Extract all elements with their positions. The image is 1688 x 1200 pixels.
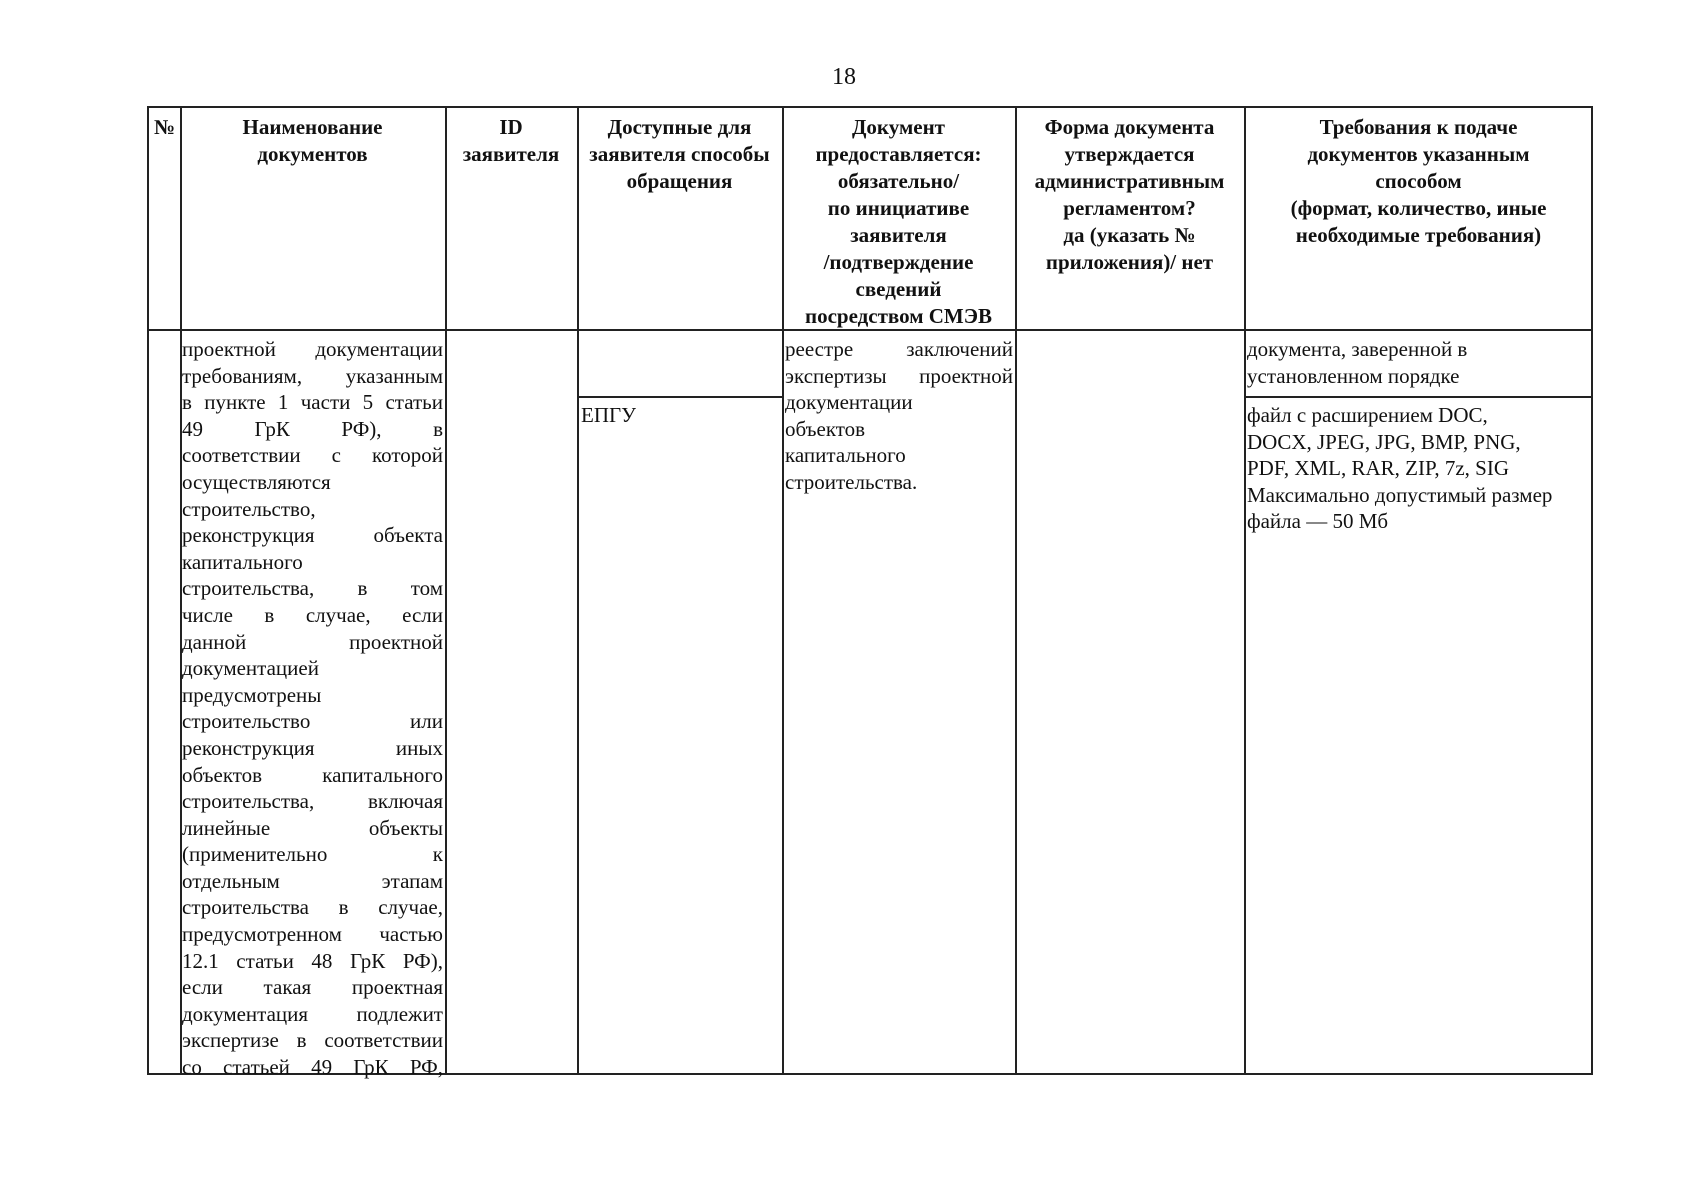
- document-name-cell: проектной документации требованиям, указанным в пункте 1 части 5 статьи 49 ГрК РФ), в соответствии с которой осуществляются строительство, реконструкция объекта капитального строительства, в том числе в случае, если данной проектной документацией предусмотрены строительство или реконструкция иных объектов капитального строительства, включая линейные объекты (применительно к отдельным этапам строительства в случае, предусмотренном частью 12.1 статьи 48 ГрК РФ), если такая проектная документация подлежит экспертизе в соответствии со статьей 49 ГрК РФ,: [182, 337, 443, 1080]
- col-divider: [577, 108, 579, 1075]
- method-epgu: ЕПГУ: [581, 403, 637, 427]
- document-table: [147, 106, 1593, 1080]
- header-provided: Документ предоставляется: обязательно/ по инициативе заявителя /подтверждение сведений посредством СМЭВ: [805, 115, 992, 328]
- provided-cell: реестре заключений экспертизы проектной документации объектов капитального строительства.: [785, 337, 1013, 494]
- header-number: №: [153, 115, 176, 139]
- requirements-top-cell: документа, заверенной в установленном порядке: [1247, 337, 1468, 388]
- row-divider-methods: [577, 396, 782, 398]
- header-methods: Доступные для заявителя способы обращения: [589, 115, 770, 193]
- col-divider: [1244, 108, 1246, 1075]
- col-divider: [445, 108, 447, 1075]
- requirements-epgu-cell: файл с расширением DOC, DOCX, JPEG, JPG, BMP, PNG, PDF, XML, RAR, ZIP, 7z, SIG Максимально допустимый размер файла — 50 Мб: [1247, 403, 1553, 534]
- row-divider-requirements: [1244, 396, 1593, 398]
- header-document-name: Наименование документов: [242, 115, 383, 166]
- header-form: Форма документа утверждается административным регламентом? да (указать № приложения)/ нет: [1034, 115, 1225, 274]
- header-applicant-id: ID заявителя: [462, 115, 560, 166]
- header-requirements: Требования к подаче документов указанным способом (формат, количество, иные необходимые требования): [1290, 115, 1547, 247]
- page-number: 18: [832, 64, 856, 90]
